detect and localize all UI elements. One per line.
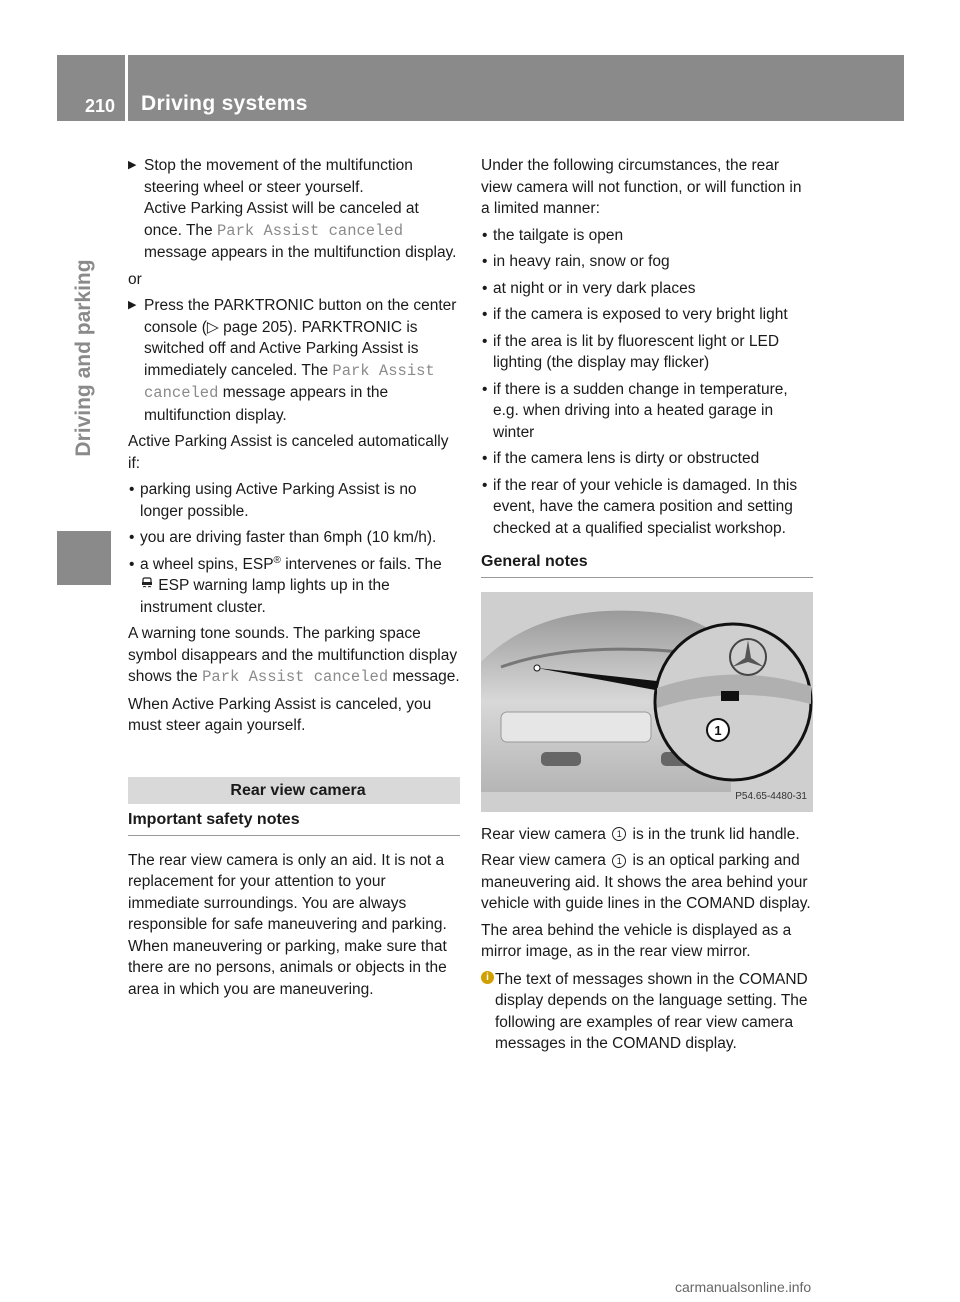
instruction-step: ▶ Press the PARKTRONIC button on the center console (▷ page 205). PARKTRONIC is switched off and Active Parking Assist is immediately canceled. The Park Assist canceled message appears in the multifunction display. <box>128 297 457 424</box>
car-rear-illustration <box>481 592 813 812</box>
list-item: • if the camera lens is dirty or obstructed <box>482 450 760 467</box>
instruction-step: ▶ Stop the movement of the multifunction steering wheel or steer yourself. Active Parking Assist will be canceled at once. The Park Assist canceled message appears in the multifunction display. <box>128 157 457 261</box>
camera-description-text: Rear view camera 1 is an optical parking and maneuvering aid. It shows the area behind your vehicle with guide lines in the COMAND display. <box>481 852 811 912</box>
rear-camera-figure <box>481 592 813 812</box>
auto-cancel-intro: Active Parking Assist is canceled automatically if: <box>128 433 449 472</box>
page-ref-arrow-icon: ▷ <box>206 318 219 336</box>
limitations-intro: Under the following circumstances, the rear view camera will not function, or will function in a limited manner: <box>481 157 802 217</box>
display-message: Park Assist canceled <box>216 221 403 240</box>
list-item: • parking using Active Parking Assist is no longer possible. <box>129 481 417 520</box>
list-item: • if the rear of your vehicle is damaged. In this event, have the camera position and setting checked at a qualified specialist workshop. <box>482 476 798 537</box>
list-item: • if the area is lit by fluorescent light or LED lighting (the display may flicker) <box>482 332 780 371</box>
list-item: • if the camera is exposed to very bright light <box>482 306 788 323</box>
or-text: or <box>128 270 142 288</box>
list-item: • at night or in very dark places <box>482 279 696 297</box>
watermark: carmanualsonline.info <box>675 1279 812 1295</box>
warning-text: A warning tone sounds. The parking space symbol disappears and the multifunction display shows the Park Assist canceled message. <box>128 625 460 686</box>
side-tab-label: Driving and parking <box>72 259 95 457</box>
info-icon: i <box>481 971 494 984</box>
step-arrow-icon: ▶ <box>128 299 137 311</box>
subsection-heading: General notes <box>481 551 813 578</box>
section-heading: Rear view camera <box>128 777 460 805</box>
esp-warning-icon <box>140 576 154 590</box>
side-tab-marker <box>57 531 111 585</box>
callout-1-icon: 1 <box>612 854 626 868</box>
mirror-image-text: The area behind the vehicle is displayed as a mirror image, as in the rear view mirror. <box>481 921 792 960</box>
display-message: Park Assist canceled <box>202 668 389 686</box>
camera-location-text: Rear view camera 1 is in the trunk lid handle. <box>481 825 800 843</box>
page-reference[interactable]: page 205 <box>223 318 288 336</box>
steer-again-text: When Active Parking Assist is canceled, you must steer again yourself. <box>128 695 432 734</box>
display-message: Park Assist canceled <box>144 361 435 402</box>
right-column <box>481 155 813 1055</box>
callout-1-icon: 1 <box>612 827 626 841</box>
list-item: • a wheel spins, ESP® intervenes or fails. The ESP warning lamp lights up in the instrument cluster. <box>129 554 442 616</box>
list-item: • in heavy rain, snow or fog <box>482 253 670 270</box>
left-column <box>128 155 460 1005</box>
subsection-heading: Important safety notes <box>128 809 460 836</box>
figure-callout: 1 <box>714 722 722 738</box>
page-title: Driving systems <box>141 92 308 115</box>
figure-caption: P54.65-4480-31 <box>735 791 807 802</box>
side-tab <box>57 130 111 586</box>
info-note: i The text of messages shown in the COMAND display depends on the language setting. The following are examples of rear view camera messages in the COMAND display. <box>481 969 813 1055</box>
page-number: 210 <box>85 96 116 116</box>
safety-paragraph: The rear view camera is only an aid. It is not a replacement for your attention to your immediate surroundings. You are always responsible for safe maneuvering and parking. When maneuvering or parking, make sure that there are no persons, animals or objects in the area in which you are maneuvering. <box>128 851 447 998</box>
list-item: • if there is a sudden change in temperature, e.g. when driving into a heated garage in winter <box>482 380 788 441</box>
list-item: • you are driving faster than 6mph (10 km/h). <box>129 529 437 546</box>
list-item: • the tailgate is open <box>482 226 624 244</box>
step-arrow-icon: ▶ <box>128 159 137 171</box>
